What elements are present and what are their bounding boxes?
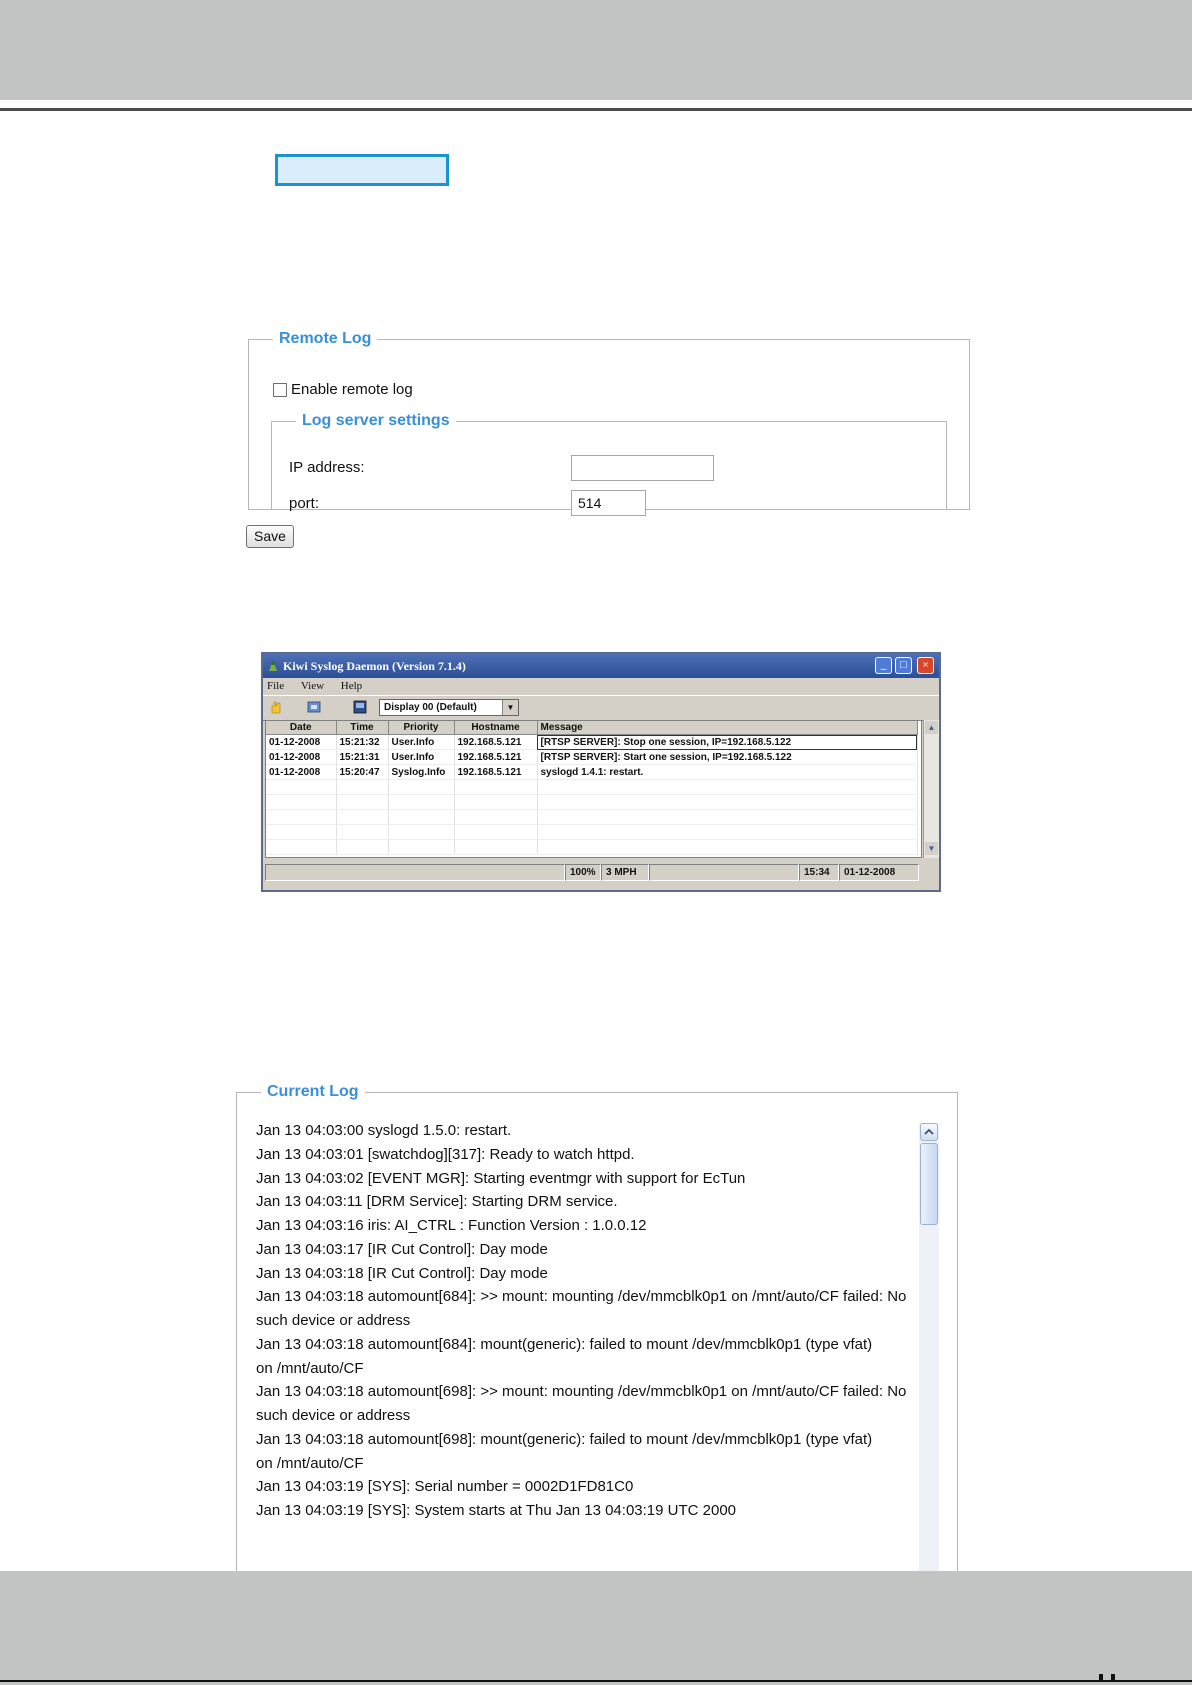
- port-label: port:: [289, 495, 320, 512]
- header-band: [0, 0, 1192, 100]
- table-row[interactable]: [266, 765, 917, 780]
- status-rate: 3 MPH: [601, 864, 649, 881]
- footer-divider: [0, 1680, 1192, 1682]
- cell-hostname: 192.168.5.121: [454, 750, 537, 765]
- display-select-value: Display 00 (Default): [384, 702, 477, 713]
- kiwi-log-grid: [265, 720, 922, 858]
- cell-time: 15:21:32: [336, 735, 388, 750]
- cell-priority: User.Info: [388, 750, 454, 765]
- log-server-settings-panel: [271, 412, 947, 510]
- log-line: Jan 13 04:03:18 automount[698]: mount(generic): failed to mount /dev/mmcblk0p1 (type vfat): [256, 1430, 873, 1448]
- kiwi-title-bar: [263, 654, 939, 678]
- table-row: [266, 795, 917, 810]
- log-line: Jan 13 04:03:01 [swatchdog][317]: Ready to watch httpd.: [256, 1145, 635, 1163]
- menu-view[interactable]: View: [300, 680, 325, 692]
- log-line: Jan 13 04:03:16 iris: AI_CTRL : Function Version : 1.0.0.12: [256, 1217, 647, 1234]
- maximize-icon[interactable]: □: [895, 657, 912, 674]
- status-time: 15:34: [799, 864, 839, 881]
- table-row: [266, 825, 917, 840]
- kiwi-status-bar: [263, 860, 939, 890]
- table-row: [266, 810, 917, 825]
- kiwi-toolbar: [263, 695, 939, 721]
- table-row[interactable]: [266, 735, 917, 750]
- section-heading-box: [275, 154, 449, 186]
- ip-address-input[interactable]: [571, 455, 714, 481]
- log-view-icon[interactable]: [307, 700, 321, 714]
- display-icon[interactable]: [353, 700, 367, 714]
- current-log-legend: Current Log: [267, 1083, 359, 1100]
- enable-remote-log-row[interactable]: [273, 381, 413, 398]
- kiwi-window-title: Kiwi Syslog Daemon (Version 7.1.4): [283, 659, 466, 673]
- cell-hostname: 192.168.5.121: [454, 735, 537, 750]
- log-line: on /mnt/auto/CF: [256, 1359, 364, 1377]
- kiwi-bird-icon: [267, 659, 279, 673]
- cell-time: 15:21:31: [336, 750, 388, 765]
- hand-icon[interactable]: [269, 700, 283, 714]
- port-input[interactable]: 514: [571, 490, 646, 516]
- footer-band: [0, 1571, 1192, 1685]
- remote-log-panel: [248, 330, 970, 510]
- scroll-up-icon[interactable]: [920, 1123, 938, 1141]
- kiwi-menu-bar: [263, 678, 939, 695]
- scroll-thumb[interactable]: [920, 1143, 938, 1225]
- save-button[interactable]: Save: [246, 525, 294, 548]
- cell-date: 01-12-2008: [266, 735, 336, 750]
- display-select[interactable]: [379, 699, 519, 716]
- status-cell-blank: [649, 864, 799, 881]
- column-message[interactable]: Message: [537, 721, 917, 735]
- table-row[interactable]: [266, 750, 917, 765]
- column-time[interactable]: Time: [336, 721, 388, 735]
- log-line: such device or address: [256, 1407, 411, 1424]
- table-row: [266, 780, 917, 795]
- status-date: 01-12-2008: [839, 864, 919, 881]
- status-cell-blank: [265, 864, 565, 881]
- remote-log-legend: Remote Log: [279, 330, 372, 347]
- cell-message: syslogd 1.4.1: restart.: [537, 765, 917, 780]
- log-line: Jan 13 04:03:19 [SYS]: System starts at Thu Jan 13 04:03:19 UTC 2000: [256, 1502, 737, 1519]
- log-line: Jan 13 04:03:19 [SYS]: Serial number = 0002D1FD81C0: [256, 1478, 634, 1496]
- column-hostname[interactable]: Hostname: [454, 721, 537, 735]
- chevron-up-icon: [921, 1124, 937, 1140]
- minimize-icon[interactable]: _: [875, 657, 892, 674]
- log-line: on /mnt/auto/CF: [256, 1454, 364, 1472]
- cell-time: 15:20:47: [336, 765, 388, 780]
- log-line: Jan 13 04:03:18 automount[684]: >> mount: mounting /dev/mmcblk0p1 on /mnt/auto/CF failed: No: [256, 1288, 907, 1306]
- log-line: such device or address: [256, 1312, 411, 1329]
- kiwi-grid-header: [266, 721, 917, 735]
- cell-date: 01-12-2008: [266, 765, 336, 780]
- scroll-down-icon[interactable]: ▼: [925, 842, 938, 855]
- menu-help[interactable]: Help: [340, 680, 363, 692]
- enable-remote-log-label: Enable remote log: [291, 381, 413, 398]
- current-log-text[interactable]: [238, 1119, 918, 1609]
- page-corner-mark: [1097, 1673, 1123, 1680]
- cell-hostname: 192.168.5.121: [454, 765, 537, 780]
- close-icon[interactable]: ×: [917, 657, 934, 674]
- column-date[interactable]: Date: [266, 721, 336, 735]
- column-priority[interactable]: Priority: [388, 721, 454, 735]
- cell-priority: Syslog.Info: [388, 765, 454, 780]
- current-log-panel: [236, 1083, 958, 1593]
- log-line: Jan 13 04:03:18 automount[684]: mount(generic): failed to mount /dev/mmcblk0p1 (type vfat): [256, 1335, 873, 1353]
- ip-address-label: IP address:: [289, 459, 365, 476]
- log-line: Jan 13 04:03:18 automount[698]: >> mount: mounting /dev/mmcblk0p1 on /mnt/auto/CF failed: No: [256, 1383, 907, 1401]
- cell-message: [RTSP SERVER]: Stop one session, IP=192.168.5.122: [537, 735, 917, 750]
- table-row: [266, 840, 917, 855]
- cell-message: [RTSP SERVER]: Start one session, IP=192.168.5.122: [537, 750, 917, 765]
- header-divider: [0, 108, 1192, 111]
- log-line: Jan 13 04:03:18 [IR Cut Control]: Day mode: [256, 1264, 548, 1282]
- status-zoom: 100%: [565, 864, 601, 881]
- current-log-scrollbar[interactable]: [919, 1123, 939, 1623]
- log-line: Jan 13 04:03:17 [IR Cut Control]: Day mode: [256, 1240, 548, 1258]
- log-line: Jan 13 04:03:11 [DRM Service]: Starting DRM service.: [256, 1193, 618, 1211]
- chevron-down-icon[interactable]: ▼: [502, 700, 518, 715]
- log-line: Jan 13 04:03:00 syslogd 1.5.0: restart.: [256, 1122, 512, 1139]
- cell-date: 01-12-2008: [266, 750, 336, 765]
- kiwi-scrollbar[interactable]: [923, 720, 939, 858]
- log-server-settings-legend: Log server settings: [302, 412, 450, 429]
- menu-file[interactable]: File: [267, 680, 285, 692]
- enable-remote-log-checkbox[interactable]: [273, 383, 287, 397]
- cell-priority: User.Info: [388, 735, 454, 750]
- scroll-up-icon[interactable]: ▲: [925, 721, 938, 734]
- log-line: Jan 13 04:03:02 [EVENT MGR]: Starting eventmgr with support for EcTun: [256, 1169, 746, 1187]
- kiwi-syslog-window: [261, 652, 941, 892]
